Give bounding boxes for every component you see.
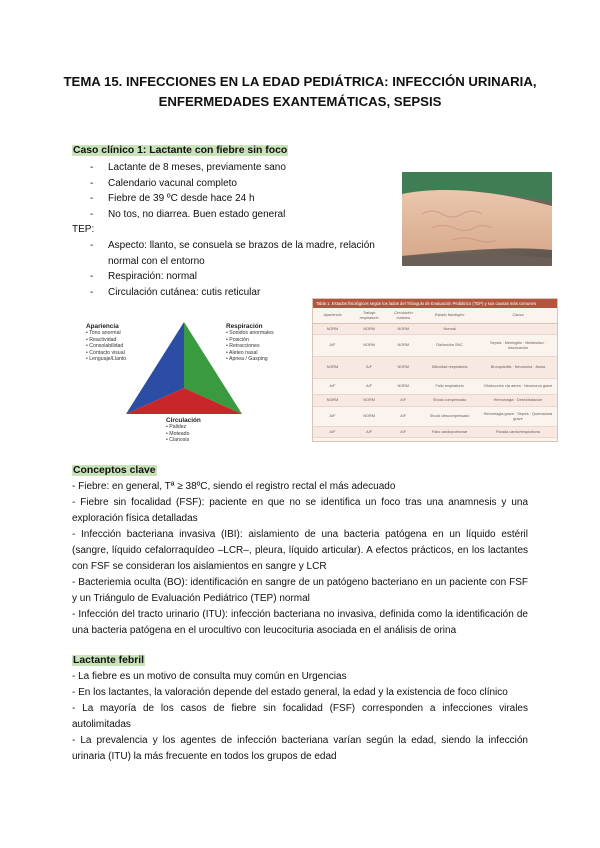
list-item: • Tono anormal — [86, 330, 121, 337]
table-row: NORM NORM NORM Normal — [313, 324, 557, 335]
concepts-body — [72, 479, 528, 639]
table-header-row — [313, 308, 557, 324]
list-item: • Moteado — [166, 430, 190, 437]
febril-body — [72, 669, 528, 765]
list-item: - Respiración: normal — [90, 271, 197, 283]
tep-respiracion-title: Respiración — [226, 323, 263, 330]
tep-circulacion-title: Circulación — [166, 417, 201, 424]
list-item: • Lenguaje/Llanto — [86, 356, 127, 363]
febril-heading-text: Lactante febril — [73, 655, 145, 666]
list-item: - Circulación cutánea: cutis reticular — [90, 286, 261, 298]
title-line-1: TEMA 15. INFECCIONES EN LA EDAD PEDIÁTRICA: INFECCIÓN URINARIA, — [63, 74, 537, 89]
table-caption: Tabla 1. Estados fisiológicos según los lados del Triángulo de Evaluación Pediátrico (TEP) y sus causas más comunes — [313, 299, 557, 308]
document-title — [60, 72, 540, 112]
table-header: Estado fisiológico — [420, 308, 479, 324]
paragraph: - Infección del tracto urinario (ITU): infección bacteriana no invasiva, definida como la identificación de una bacteria patógena en el urocultivo con leucocituria asociada en el análisis de orina — [72, 609, 528, 636]
list-item: • Palidez — [166, 424, 187, 431]
tep-states-table — [312, 298, 558, 442]
case-heading-text: Caso clínico 1: Lactante con fiebre sin foco — [73, 145, 288, 156]
list-item: • Consolabilidad — [86, 343, 124, 350]
title-line-2: ENFERMEDADES EXANTEMÁTICAS, SEPSIS — [158, 94, 442, 109]
table-header: Apariencia — [313, 308, 352, 324]
list-item: - No tos, no diarrea. Buen estado general — [90, 208, 286, 220]
table-row: NORM A/F NORM Dificultad respiratoria Bronquiolitis · Neumonía · Asma — [313, 357, 557, 379]
table-row: A/F A/F A/F Fallo cardiopulmonar Parada cardiorrespiratoria — [313, 427, 557, 438]
list-item: - Lactante de 8 meses, previamente sano — [90, 162, 286, 173]
paragraph: - Bacteriemia oculta (BO): identificación en sangre de un patógeno bacteriano en un paciente con FSF y un Triángulo de Evaluación Pediátrico (TEP) normal — [72, 577, 528, 604]
table-row: A/F NORM NORM Disfunción SNC Sepsis · Meningitis · Metabólico · Intoxicación — [313, 335, 557, 357]
list-item: • Contacto visual — [86, 349, 125, 356]
tep-apariencia-title: Apariencia — [86, 323, 119, 330]
list-item: • Reactividad — [86, 336, 117, 343]
febril-heading — [72, 654, 145, 668]
tep-diagram — [86, 318, 334, 454]
skin-photo — [402, 172, 552, 266]
paragraph: - En los lactantes, la valoración depende del estado general, la edad y la existencia de foco clínico — [72, 687, 508, 698]
table-header: Circulación cutánea — [386, 308, 420, 324]
tep-label: TEP: — [72, 224, 95, 236]
paragraph: - La prevalencia y los agentes de infección bacteriana varían según la edad, siendo la infección urinaria (ITU) la más frecuente en todos los grupos de edad — [72, 735, 528, 762]
table-header: Trabajo respiratorio — [352, 308, 386, 324]
paragraph: - Fiebre sin focalidad (FSF): paciente en que no se identifica un foco tras una anamnesis y una exploración física detalladas — [72, 497, 528, 524]
concepts-heading-text: Conceptos clave — [73, 465, 156, 476]
table-row: A/F A/F NORM Fallo respiratorio Obstrucción vía aérea · Neumonía grave — [313, 379, 557, 395]
list-item: • Apnea / Gasping — [226, 356, 268, 363]
paragraph: - Infección bacteriana invasiva (IBI): aislamiento de una bacteria patógena en un líquido estéril (sangre, líquido cefalorraquídeo –LCR–, pleura, líquido articular). A efectos prácticos, en los lactantes con FSF se consideran los aislamientos en sangre y LCR — [72, 529, 528, 572]
paragraph: - La fiebre es un motivo de consulta muy común en Urgencias — [72, 671, 347, 682]
list-item: • Sonidos anormales — [226, 330, 274, 337]
table-row: NORM NORM A/F Shock compensado Hemorragia · Deshidratación — [313, 395, 557, 407]
table-row: A/F NORM A/F Shock descompensado Hemorragia grave · Sepsis · Quemadura grave — [313, 407, 557, 427]
concepts-heading — [72, 464, 157, 478]
list-item: - Calendario vacunal completo — [90, 177, 237, 189]
list-item: • Cianosis — [166, 437, 190, 444]
case-heading — [72, 144, 288, 158]
table-header: Causa — [479, 308, 557, 324]
list-item: - Aspecto: llanto, se consuela se brazos de la madre, relación normal con el entorno — [90, 239, 375, 267]
paragraph: - Fiebre: en general, Tª ≥ 38ºC, siendo el registro rectal el más adecuado — [72, 481, 396, 492]
list-item: • Retracciones — [226, 343, 260, 350]
list-item: - Fiebre de 39 ºC desde hace 24 h — [90, 193, 255, 205]
list-item: • Posición — [226, 336, 249, 343]
paragraph: - La mayoría de los casos de fiebre sin focalidad (FSF) corresponden a infecciones virales autolimitadas — [72, 703, 528, 730]
list-item: • Aleteo nasal — [226, 349, 258, 356]
case-details — [72, 160, 402, 300]
